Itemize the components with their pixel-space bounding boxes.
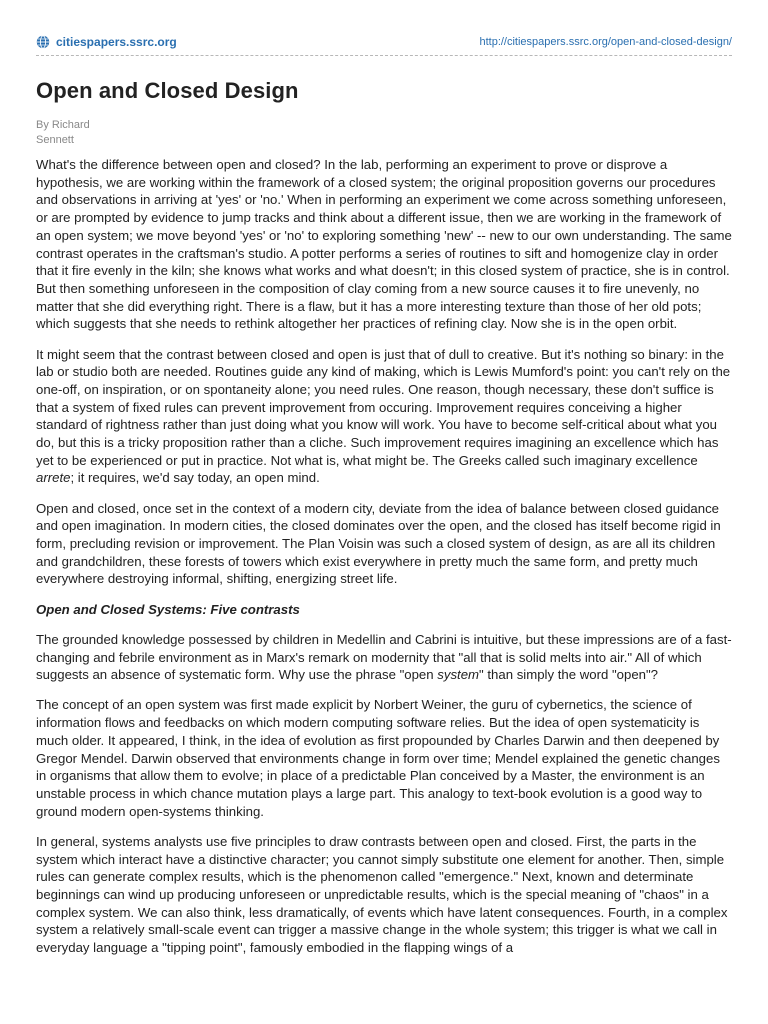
paragraph-5: The concept of an open system was first made explicit by Norbert Weiner, the guru of cybernetics, the science of information flows and feedbacks on which modern computing software relies. But the idea of open systematicity is much older. It appeared, I think, in the idea of evolution as first propounded by Charles Darwin and then deepened by Gregor Mendel. Darwin observed that environments change in form over time; Mendel explained the genetic changes in organisms that allow them to evolve; in place of a predictable Plan conceived by a Master, the environment is an unstable process in which chance mutation plays a large part. This analogy to text-book evolution is a good way to ground modern open-systems thinking.	[36, 697, 720, 819]
paragraph-4-text: The grounded knowledge possessed by children in Medellin and Cabrini is intuitive, but these impressions are of a fast-changing and febrile environment as in Marx's remark on modernity that "all that is solid melts into air." All of which suggests an absence of systematic form. Why use the phrase "open	[36, 631, 732, 683]
article-body	[36, 156, 733, 969]
globe-icon	[36, 35, 50, 49]
site-brand[interactable]	[36, 35, 177, 49]
page-url-link[interactable]: http://citiespapers.ssrc.org/open-and-closed-design/	[479, 36, 732, 48]
paragraph-4-text-end: " than simply the word "open"?	[479, 667, 658, 683]
article-byline: By Richard Sennett	[36, 119, 90, 146]
site-name-link[interactable]: citiespapers.ssrc.org	[56, 35, 177, 49]
paragraph-2-text-end: ; it requires, we'd say today, an open mind.	[70, 470, 320, 486]
paragraph-4-emphasis: system	[437, 667, 480, 683]
paragraph-2-text: It might seem that the contrast between closed and open is just that of dull to creative. But it's nothing so binary: in the lab or studio both are needed. Routines guide any kind of making, which is Lewis Mumford's point: you can't rely on the one-off, on inspiration, or on spontaneity alone; you need rules. One reason, though necessary, these don't suffice is that a system of fixed rules can prevent improvement from occuring. Improvement requires conceiving a higher standard of rightness rather than just doing what you know will work. You have to become self-critical about what you do, but this is a tricky proposition rather than a cliche. Such improvement requires imagining an excellence which has yet to be experienced or put in practice. Not what is, what might be. The Greeks called such imaginary excellence	[36, 346, 731, 468]
section-subheading: Open and Closed Systems: Five contrasts	[36, 601, 300, 617]
page-header	[36, 30, 732, 54]
paragraph-3: Open and closed, once set in the context of a modern city, deviate from the idea of balance between closed guidance and open imagination. In modern cities, the closed dominates over the open, and the closed has itself become rigid in form, precluding revision or improvement. The Plan Voisin was such a closed system of design, as are all its children and grandchildren, these forests of towers which exist everywhere in pretty much the same form, and pretty much everywhere destroying informal, shifting, energizing street life.	[36, 500, 721, 587]
paragraph-2	[36, 346, 733, 488]
paragraph-2-emphasis: arrete	[36, 470, 71, 486]
article-title: Open and Closed Design	[36, 78, 299, 103]
paragraph-6: In general, systems analysts use five principles to draw contrasts between open and closed. First, the parts in the system which interact have a distinctive character; you cannot simply substitute one element for another. Then, simple rules can generate complex results, which is the phenomenon called "emergence." Next, known and determinate beginnings can wind up producing unforeseen or unpredictable results, which is the special meaning of "chaos" in a complex system. We can also think, less dramatically, of events which have latent consequences. Fourth, in a complex system a relatively small-scale event can trigger a massive change in the whole system; this trigger is what we call in everyday language a "tipping point", famously embodied in the flapping wings of a	[36, 833, 728, 956]
paragraph-1: What's the difference between open and closed? In the lab, performing an experiment to prove or disprove a hypothesis, we are working within the framework of a closed system; the original proposition governs our procedures and observations in arriving at 'yes' or 'no.' When in performing an experiment we come across something unforeseen, or are prompted by evidence to jump tracks and think about a different issue, then we are working in the framework of an open system; we move beyond 'yes' or 'no' to exploring something 'new' -- new to our own understanding. The same contrast operates in the craftsman's studio. A potter performs a series of routines to sift and homogenize clay in order that it fire evenly in the kiln; she knows what works and what doesn't; in this closed system of practice, she is in control. But then something unforeseen in the composition of clay coming from a new source causes it to fire unevenly, no matter that she did everything right. There is a flaw, but it has a more interesting texture than those of her old pots; which suggests that she needs to rethink altogether her practices of refining clay. Now she is in the open orbit.	[36, 157, 732, 332]
header-divider	[36, 55, 732, 56]
paragraph-4	[36, 631, 733, 684]
